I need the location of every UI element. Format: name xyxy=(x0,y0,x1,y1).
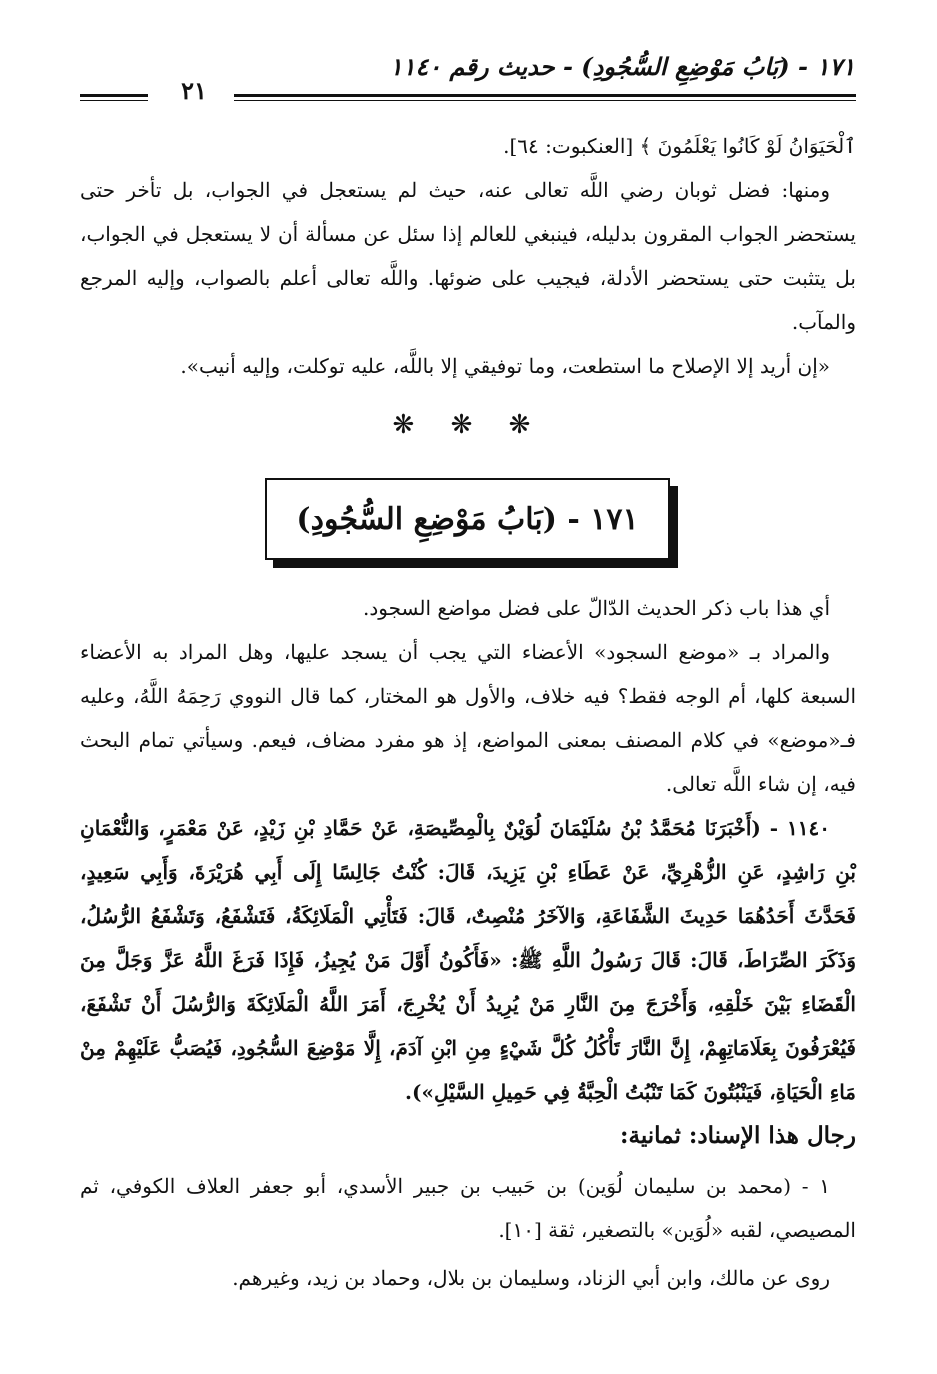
header-rule xyxy=(80,100,148,101)
intro-paragraph: والمراد بـ «موضع السجود» الأعضاء التي يجب أن يسجد عليها، وهل المراد به الأعضاء السبعة كلها، أم الوجه فقط؟ فيه خلاف، والأول هو المختار، كما قال النووي رَحِمَهُ اللَّهُ، وعليه فـ«موضع» في كلام المصنف بمعنى المواضع، إذ هو مفرد مضاف، فيعم. وسيأتي تمام البحث فيه، إن شاء اللَّه تعالى. xyxy=(80,640,856,796)
header-rule xyxy=(234,100,856,101)
top-text-block xyxy=(80,124,856,388)
chapter-title: ١٧١ - (بَابُ مَوْضِعِ السُّجُودِ) xyxy=(296,501,639,537)
narrator-entry-continued: روى عن مالك، وابن أبي الزناد، وسليمان بن بلال، وحماد بن زيد، وغيرهم. xyxy=(232,1266,830,1290)
running-header-title: ١٧١ - (بَابُ مَوْضِعِ السُّجُودِ) - حديث رقم ١١٤٠ xyxy=(389,52,855,81)
page-number: ٢١ xyxy=(181,76,207,105)
chapter-title-box xyxy=(265,478,670,560)
header-rule xyxy=(80,94,148,97)
chapter-body xyxy=(80,586,856,1300)
narrator-entry: ١ - (محمد بن سليمان لُوَين) بن حَبيب بن جبير الأسدي، أبو جعفر العلاف الكوفي، ثم المصيصي، لقبه «لُوَين» بالتصغير، ثقة [١٠]. xyxy=(80,1174,856,1242)
header-rule xyxy=(234,94,856,97)
closing-quote: «إن أريد إلا الإصلاح ما استطعت، وما توفيقي إلا باللَّه، عليه توكلت، وإليه أنيب». xyxy=(180,354,830,378)
narrators-heading: رجال هذا الإسناد: ثمانية: xyxy=(620,1122,856,1149)
quran-verse-end: ٱلْحَيَوَانُ لَوْ كَانُوا يَعْلَمُونَ ﴾ [العنكبوت: ٦٤]. xyxy=(503,134,856,158)
section-ornament: ❋ ❋ ❋ xyxy=(392,410,545,440)
benefit-paragraph: ومنها: فضل ثوبان رضي اللَّه تعالى عنه، حيث لم يستعجل في الجواب، بل تأخر حتى يستحضر الجواب المقرون بدليله، فينبغي للعالم إذا سئل عن مسألة أن لا يستعجل في الجواب، بل يتثبت حتى يستحضر الأدلة، فيجيب على ضوئها. واللَّه تعالى أعلم بالصواب، وإليه المرجع والمآب. xyxy=(80,178,856,334)
hadith-text: ١١٤٠ - (أَخْبَرَنَا مُحَمَّدُ بْنُ سُلَيْمَانَ لُوَيْنٌ بِالْمِصِّيصَةِ، عَنْ حَمَّادِ بْنِ زَيْدٍ، عَنْ مَعْمَرٍ، وَالنُّعْمَانِ بْنِ رَاشِدٍ، عَنِ الزُّهْرِيِّ، عَنْ عَطَاءِ بْنِ يَزِيدَ، قَالَ: كُنْتُ جَالِسًا إِلَى أَبِي هُرَيْرَةَ، وَأَبِي سَعِيدٍ، فَحَدَّثَ أَحَدُهُمَا حَدِيثَ الشَّفَاعَةِ، وَالآخَرُ مُنْصِتٌ، قَالَ: فَتَأْتِي الْمَلَائِكَةُ، فَتَشْفَعُ، وَتَشْفَعُ الرُّسُلُ، وَذَكَرَ الصِّرَاطَ، قَالَ: قَالَ رَسُولُ اللَّهِ ﷺ: «فَأَكُونُ أَوَّلَ مَنْ يُجِيزُ، فَإِذَا فَرَغَ اللَّهُ عَزَّ وَجَلَّ مِنَ الْقَضَاءِ بَيْنَ خَلْقِهِ، وَأَخْرَجَ مِنَ النَّارِ مَنْ يُرِيدُ أَنْ يُخْرِجَ، أَمَرَ اللَّهُ الْمَلَائِكَةَ وَالرُّسُلَ أَنْ تَشْفَعَ، فَيُعْرَفُونَ بِعَلَامَاتِهِمْ، إِنَّ النَّارَ تَأْكُلُ كُلَّ شَيْءٍ مِنِ ابْنِ آدَمَ، إِلَّا مَوْضِعَ السُّجُودِ، فَيُصَبُّ عَلَيْهِمْ مِنْ مَاءِ الْحَيَاةِ، فَيَنْبُتُونَ كَمَا تَنْبُتُ الْحِبَّةُ فِي حَمِيلِ السَّيْلِ»). xyxy=(80,816,856,1104)
intro-paragraph: أي هذا باب ذكر الحديث الدّالّ على فضل مواضع السجود. xyxy=(363,596,830,620)
